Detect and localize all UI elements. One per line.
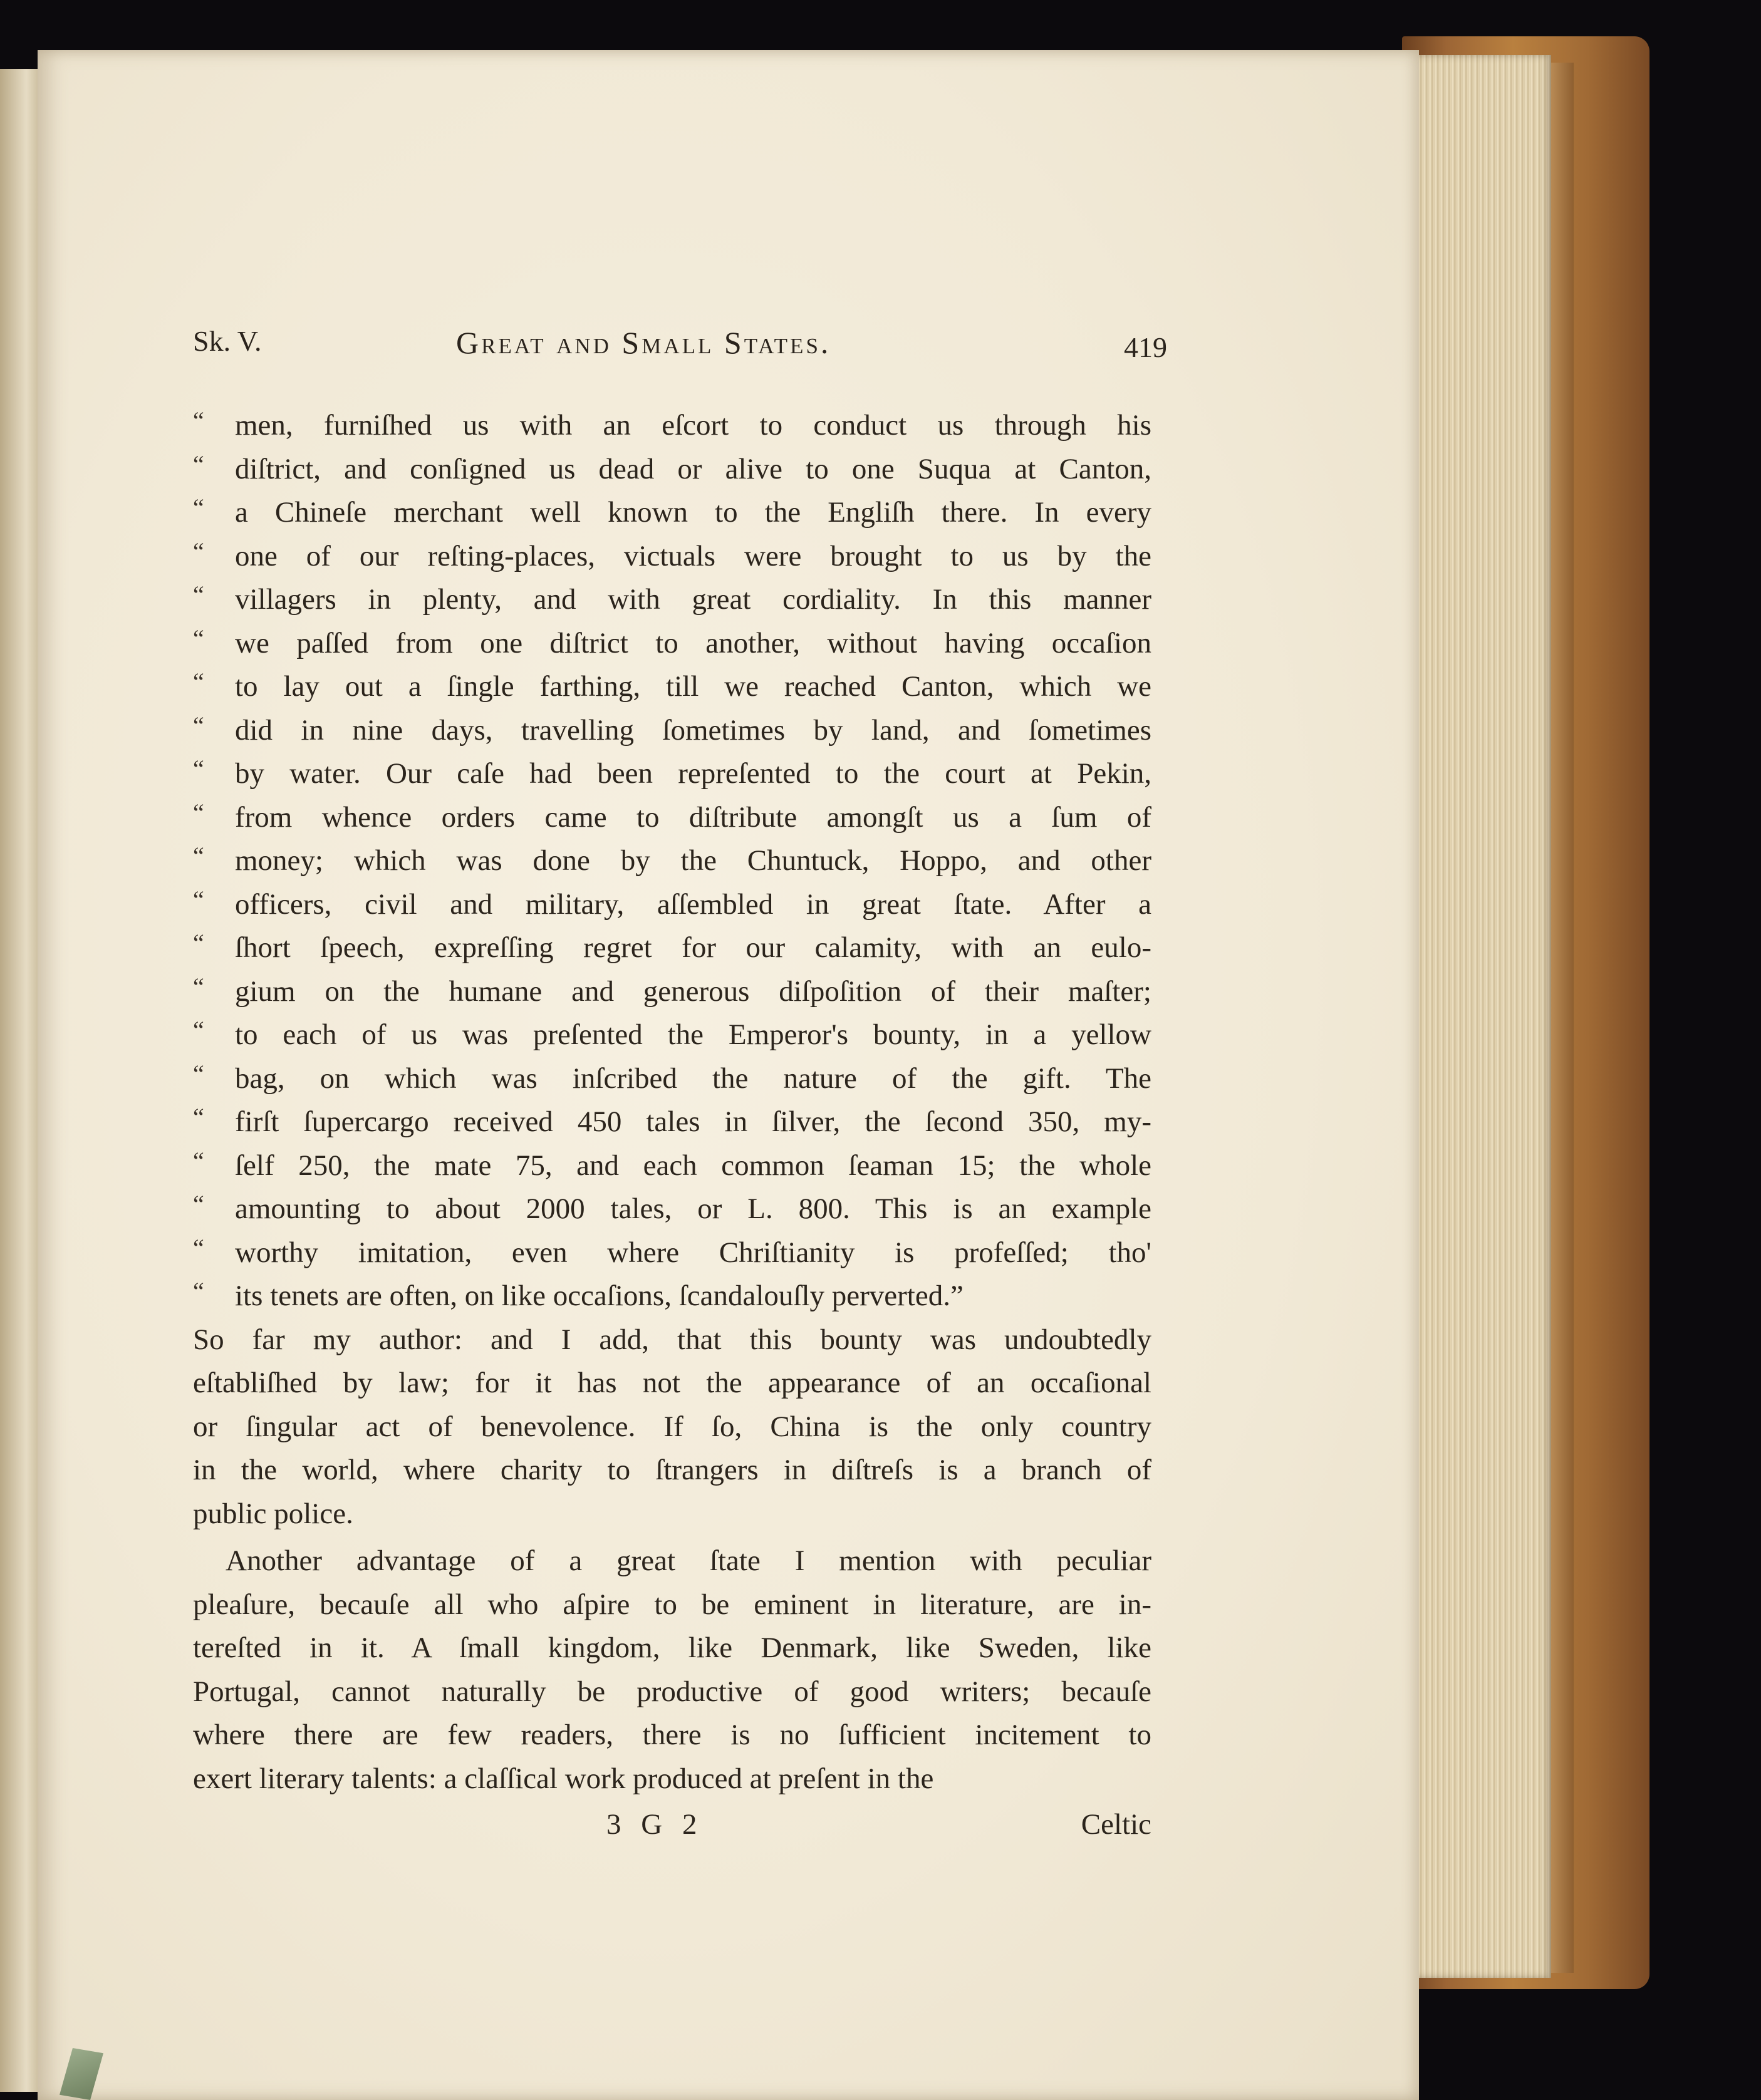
running-head [193,318,1167,368]
quote-mark: “ [193,711,204,740]
book-page [38,50,1419,2100]
text-line: eſtabliſhed by law; for it has not the appearance of an occaſional [193,1367,1151,1399]
quoted-line-text: a Chineſe merchant well known to the Engliſh there. In every [235,496,1151,529]
quoted-line-text: amounting to about 2000 tales, or L. 800. This is an example [235,1192,1151,1225]
text-line: or ſingular act of benevolence. If ſo, China is the only country [193,1410,1151,1443]
text-line: pleaſure, becauſe all who aſpire to be eminent in literature, are in- [193,1588,1151,1621]
signature-mark: 3 G 2 [606,1808,704,1841]
running-title: Great and Small States. [456,325,831,360]
quoted-line [193,1013,1151,1057]
quote-mark: “ [193,1190,204,1218]
quoted-line-text: to each of us was preſented the Emperor's bounty, in a yellow [235,1018,1151,1051]
quote-mark: “ [193,842,204,870]
quoted-line-text: did in nine days, travelling ſometimes by land, and ſometimes [235,713,1151,747]
quoted-line [193,578,1151,622]
quoted-line-text: ſhort ſpeech, expreſſing regret for our calamity, with an eulo- [235,931,1151,964]
quoted-passage [193,404,1151,1318]
quote-mark: “ [193,1103,204,1131]
quoted-line-text: men, furniſhed us with an eſcort to conduct us through his [235,409,1151,442]
quoted-line-text: to lay out a ſingle farthing, till we reached Canton, which we [235,670,1151,703]
quote-mark: “ [193,668,204,696]
quote-mark: “ [193,929,204,957]
paragraph-2 [193,1539,1151,1801]
quoted-line-text: worthy imitation, even where Chriſtianity is profeſſed; tho' [235,1236,1151,1269]
quoted-line-text: firſt ſupercargo received 450 tales in ſilver, the ſecond 350, my- [235,1105,1151,1138]
text-line: where there are few readers, there is no ſufficient incitement to [193,1719,1151,1751]
quote-mark: “ [193,1233,204,1262]
text-line: in the world, where charity to ſtrangers in diſtreſs is a branch of [193,1454,1151,1486]
quoted-line-text: its tenets are often, on like occaſions, ſcandalouſly perverted.” [235,1280,964,1312]
facing-page-edge [0,69,38,2092]
paragraph-1 [193,1318,1151,1536]
page-number: 419 [1124,331,1167,363]
quoted-line [193,1275,1151,1318]
quoted-line [193,926,1151,970]
quote-mark: “ [193,1277,204,1305]
quoted-line [193,491,1151,535]
quoted-line-text: by water. Our caſe had been repreſented to the court at Pekin, [235,757,1151,790]
quoted-line [193,448,1151,492]
text-line: tereſted in it. A ſmall kingdom, like Denmark, like Sweden, like [193,1632,1151,1664]
quote-mark: “ [193,885,204,914]
quoted-line [193,1100,1151,1144]
quoted-line [193,1144,1151,1188]
quote-mark: “ [193,1016,204,1044]
quote-mark: “ [193,972,204,1001]
text-line: public police. [193,1497,353,1530]
quoted-line-text: officers, civil and military, aſſembled in great ſtate. After a [235,887,1151,921]
quote-mark: “ [193,755,204,783]
quoted-line [193,1187,1151,1231]
page-block-edge [1417,55,1551,1978]
quote-mark: “ [193,581,204,609]
quoted-line [193,796,1151,840]
quoted-line [193,404,1151,448]
section-label: Sk. V. [193,325,262,357]
catchword: Celtic [1081,1808,1151,1841]
quoted-line [193,709,1151,753]
quote-mark: “ [193,1059,204,1088]
quote-mark: “ [193,450,204,478]
quoted-line [193,622,1151,666]
quoted-line-text: diſtrict, and conſigned us dead or alive to one Suqua at Canton, [235,452,1151,485]
quoted-line [193,665,1151,709]
quote-mark: “ [193,494,204,522]
text-line: Portugal, cannot naturally be productive of good writers; becauſe [193,1675,1151,1708]
quoted-line [193,1231,1151,1275]
text-line: exert literary talents: a claſſical work produced at preſent in the [193,1762,934,1795]
quoted-line-text: gium on the humane and generous diſpoſition of their maſter; [235,975,1151,1008]
quoted-line [193,752,1151,796]
quoted-line-text: bag, on which was inſcribed the nature of the gift. The [235,1062,1151,1095]
quoted-line [193,535,1151,579]
quote-mark: “ [193,537,204,566]
page-footer [193,1808,1151,1851]
quoted-line-text: one of our reſting-places, victuals were brought to us by the [235,539,1151,572]
quoted-line [193,1057,1151,1101]
quote-mark: “ [193,1146,204,1175]
quoted-line [193,970,1151,1014]
quote-mark: “ [193,624,204,653]
quote-mark: “ [193,798,204,827]
text-line: So far my author: and I add, that this bounty was undoubtedly [193,1323,1151,1356]
cover-inner-edge [1551,63,1574,1973]
quoted-line-text: ſelf 250, the mate 75, and each common ſeaman 15; the whole [235,1149,1151,1182]
page-text [193,404,1151,1801]
quoted-line [193,839,1151,883]
quoted-line-text: from whence orders came to diſtribute amongſt us a ſum of [235,800,1151,834]
quoted-line-text: villagers in plenty, and with great cordiality. In this manner [235,583,1151,616]
quoted-line-text: money; which was done by the Chuntuck, Hoppo, and other [235,844,1151,877]
quote-mark: “ [193,406,204,435]
quoted-line-text: we paſſed from one diſtrict to another, without having occaſion [235,626,1151,659]
text-line: Another advantage of a great ſtate I mention with peculiar [226,1544,1151,1577]
quoted-line [193,883,1151,927]
